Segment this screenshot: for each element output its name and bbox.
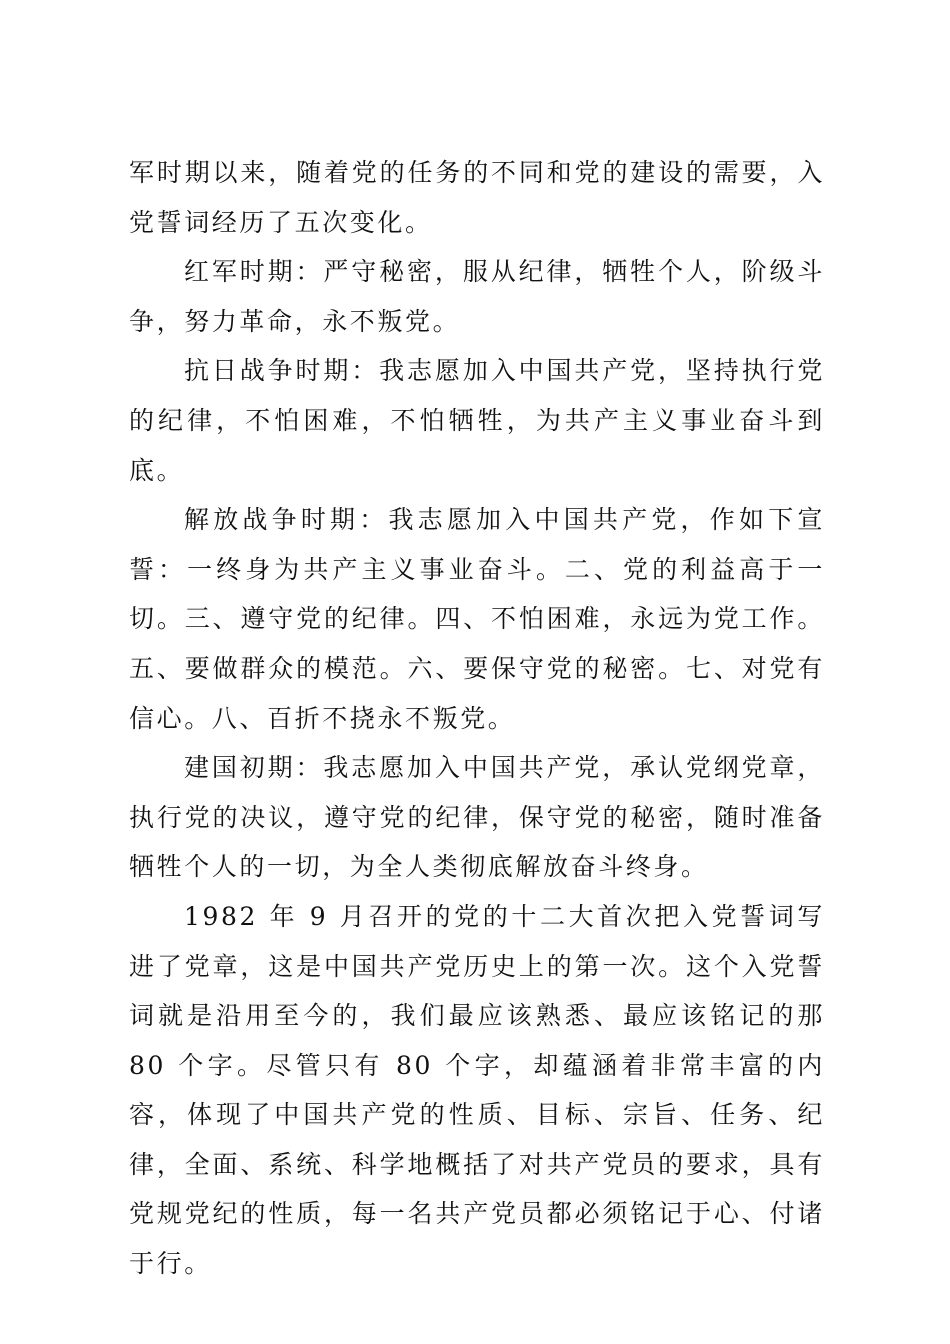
paragraph-anti-japanese-oath: 抗日战争时期：我志愿加入中国共产党，坚持执行党的纪律，不怕困难，不怕牺牲，为共产主义事业奋斗到底。 — [129, 356, 825, 485]
document-body — [129, 148, 825, 1289]
paragraph-red-army-oath: 红军时期：严守秘密，服从纪律，牺牲个人，阶级斗争，努力革命，永不叛党。 — [129, 257, 825, 336]
paragraph-early-prc-oath: 建国初期：我志愿加入中国共产党，承认党纲党章，执行党的决议，遵守党的纪律，保守党的秘密，随时准备牺牲个人的一切，为全人类彻底解放奋斗终身。 — [129, 753, 825, 882]
paragraph-1982-oath: 1982 年 9 月召开的党的十二大首次把入党誓词写进了党章，这是中国共产党历史上的第一次。这个入党誓词就是沿用至今的，我们最应该熟悉、最应该铭记的那 80 个字。尽管只有 80 个字，却蕴涵着非常丰富的内容，体现了中国共产党的性质、目标、宗旨、任务、纪律，全面、系统、科学地概括了对共产党员的要求，具有党规党纪的性质，每一名共产党员都必须铭记于心、付诸于行。 — [129, 901, 825, 1279]
paragraph-intro: 军时期以来，随着党的任务的不同和党的建设的需要，入党誓词经历了五次变化。 — [129, 158, 825, 237]
paragraph-liberation-war-oath: 解放战争时期：我志愿加入中国共产党，作如下宣誓：一终身为共产主义事业奋斗。二、党的利益高于一切。三、遵守党的纪律。四、不怕困难，永远为党工作。五、要做群众的模范。六、要保守党的秘密。七、对党有信心。八、百折不挠永不叛党。 — [129, 505, 825, 733]
